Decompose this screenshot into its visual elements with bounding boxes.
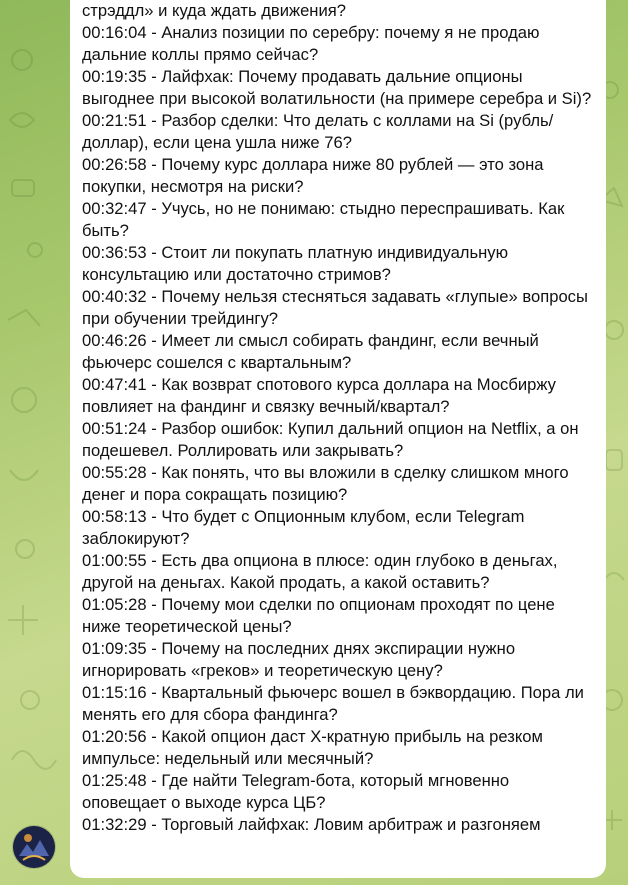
list-item: 00:16:04 - Анализ позиции по серебру: почему я не продаю дальние коллы прямо сейчас?: [82, 23, 540, 64]
list-item: стрэддл» и куда ждать движения?: [82, 1, 346, 20]
list-item: 00:32:47 - Учусь, но не понимаю: стыдно переспрашивать. Как быть?: [82, 199, 565, 240]
list-item: 01:25:48 - Где найти Telegram-бота, который мгновенно оповещает о выходе курса ЦБ?: [82, 771, 510, 812]
list-item: 01:09:35 - Почему на последних днях экспирации нужно игнорировать «греков» и теоретическую цену?: [82, 639, 516, 680]
list-item: 00:46:26 - Имеет ли смысл собирать фандинг, если вечный фьючерс сошелся с квартальным?: [82, 331, 539, 372]
avatar-icon: [13, 826, 55, 868]
list-item: 00:40:32 - Почему нельзя стесняться задавать «глупые» вопросы при обучении трейдингу?: [82, 287, 588, 328]
list-item: 00:21:51 - Разбор сделки: Что делать с коллами на Si (рубль/доллар), если цена ушла ниже 76?: [82, 111, 554, 152]
list-item: 00:36:53 - Стоит ли покупать платную индивидуальную консультацию или достаточно стримов?: [82, 243, 509, 284]
list-item: 00:47:41 - Как возврат спотового курса доллара на Мосбиржу повлияет на фандинг и связку вечный/квартал?: [82, 375, 556, 416]
timecode-list: [82, 0, 596, 836]
list-item: 00:58:13 - Что будет с Опционным клубом, если Telegram заблокируют?: [82, 507, 525, 548]
list-item: 01:05:28 - Почему мои сделки по опционам проходят по цене ниже теоретической цены?: [82, 595, 555, 636]
message-bubble: [70, 0, 606, 878]
list-item: 00:51:24 - Разбор ошибок: Купил дальний опцион на Netflix, а он подешевел. Роллировать или закрывать?: [82, 419, 579, 460]
list-item: 01:00:55 - Есть два опциона в плюсе: один глубоко в деньгах, другой на деньгах. Какой продать, а какой оставить?: [82, 551, 558, 592]
list-item: 01:20:56 - Какой опцион даст Х-кратную прибыль на резком импульсе: недельный или месячный?: [82, 727, 543, 768]
list-item: 01:32:29 - Торговый лайфхак: Ловим арбитраж и разгоняем: [82, 815, 541, 834]
list-item: 01:15:16 - Квартальный фьючерс вошел в бэквордацию. Пора ли менять его для сбора фандинга?: [82, 683, 584, 724]
list-item: 00:26:58 - Почему курс доллара ниже 80 рублей — это зона покупки, несмотря на риски?: [82, 155, 544, 196]
list-item: 00:55:28 - Как понять, что вы вложили в сделку слишком много денег и пора сокращать позицию?: [82, 463, 569, 504]
channel-avatar[interactable]: [13, 826, 55, 868]
list-item: 00:19:35 - Лайфхак: Почему продавать дальние опционы выгоднее при высокой волатильности (на примере серебра и Si)?: [82, 67, 592, 108]
